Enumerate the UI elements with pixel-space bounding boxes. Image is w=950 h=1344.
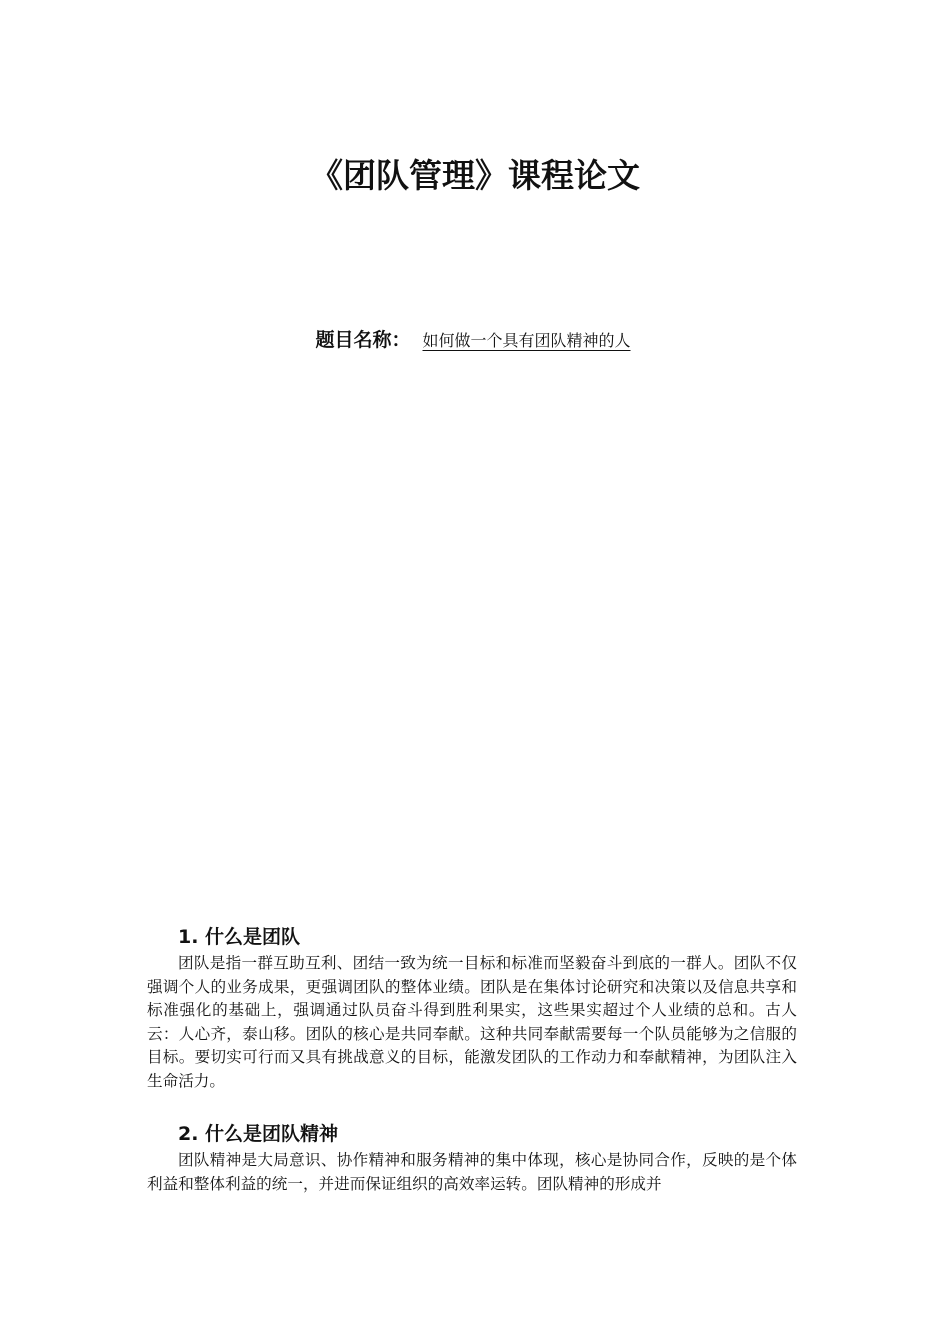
- subject-label: 题目名称：: [315, 329, 411, 351]
- section-what-is-team: [147, 922, 797, 1093]
- document-title: 《团队管理》课程论文: [310, 156, 640, 195]
- section-what-is-team-spirit: [147, 1119, 797, 1196]
- section-paragraph: 团队精神是大局意识、协作精神和服务精神的集中体现，核心是协同合作，反映的是个体利益和整体利益的统一，并进而保证组织的高效率运转。团队精神的形成并: [147, 1151, 797, 1193]
- section-spacer: [147, 1093, 797, 1119]
- subject-line: [0, 325, 950, 356]
- subject-value: 如何做一个具有团队精神的人: [422, 331, 631, 350]
- section-paragraph: 团队是指一群互助互利、团结一致为统一目标和标准而坚毅奋斗到底的一群人。团队不仅强调个人的业务成果，更强调团队的整体业绩。团队是在集体讨论研究和决策以及信息共享和标准强化的基础上，强调通过队员奋斗得到胜利果实，这些果实超过个人业绩的总和。古人云：人心齐，泰山移。团队的核心是共同奉献。这种共同奉献需要每一个队员能够为之信服的目标。要切实可行而又具有挑战意义的目标，能激发团队的工作动力和奉献精神，为团队注入生命活力。: [147, 954, 797, 1090]
- section-heading: 2. 什么是团队精神: [178, 1123, 339, 1145]
- section-heading: 1. 什么是团队: [178, 926, 301, 948]
- document-content: [147, 922, 797, 1196]
